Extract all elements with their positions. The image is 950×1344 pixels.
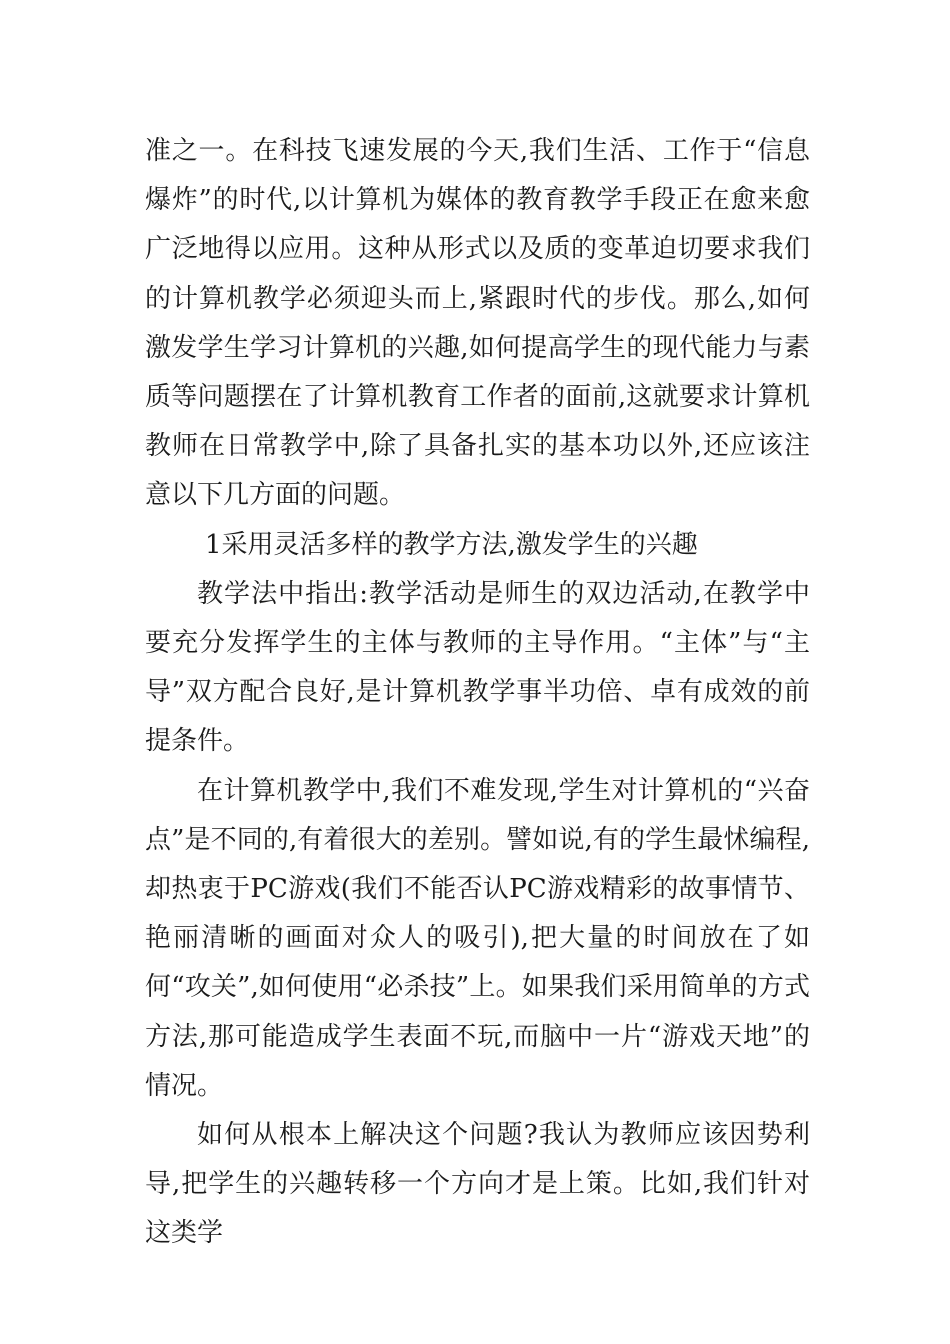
section-heading: 1采用灵活多样的教学方法,激发学生的兴趣 bbox=[205, 529, 698, 560]
paragraph-solution: 如何从根本上解决这个问题?我认为教师应该因势利导,把学生的兴趣转移一个方向才是上策。比如,我们针对这类学 bbox=[145, 1120, 810, 1249]
paragraph-student-interest: 在计算机教学中,我们不难发现,学生对计算机的“兴奋点”是不同的,有着很大的差别。譬如说,有的学生最怵编程,却热衷于PC游戏(我们不能否认PC游戏精彩的故事情节、艳丽清晰的画面对众人的吸引),把大量的时间放在了如何“攻关”,如何使用“必杀技”上。如果我们采用简单的方式方法,那可能造成学生表面不玩,而脑中一片“游戏天地”的情况。 bbox=[145, 775, 810, 1101]
body-text bbox=[145, 127, 810, 1259]
paragraph-teaching-method: 教学法中指出:教学活动是师生的双边活动,在教学中要充分发挥学生的主体与教师的主导作用。“主体”与“主导”双方配合良好,是计算机教学事半功倍、卓有成效的前提条件。 bbox=[145, 578, 810, 757]
paragraph-intro-continuation: 准之一。在科技飞速发展的今天,我们生活、工作于“信息爆炸”的时代,以计算机为媒体的教育教学手段正在愈来愈广泛地得以应用。这种从形式以及质的变革迫切要求我们的计算机教学必须迎头而上,紧跟时代的步伐。那么,如何激发学生学习计算机的兴趣,如何提高学生的现代能力与素质等问题摆在了计算机教育工作者的面前,这就要求计算机教师在日常教学中,除了具备扎实的基本功以外,还应该注意以下几方面的问题。 bbox=[145, 136, 810, 511]
